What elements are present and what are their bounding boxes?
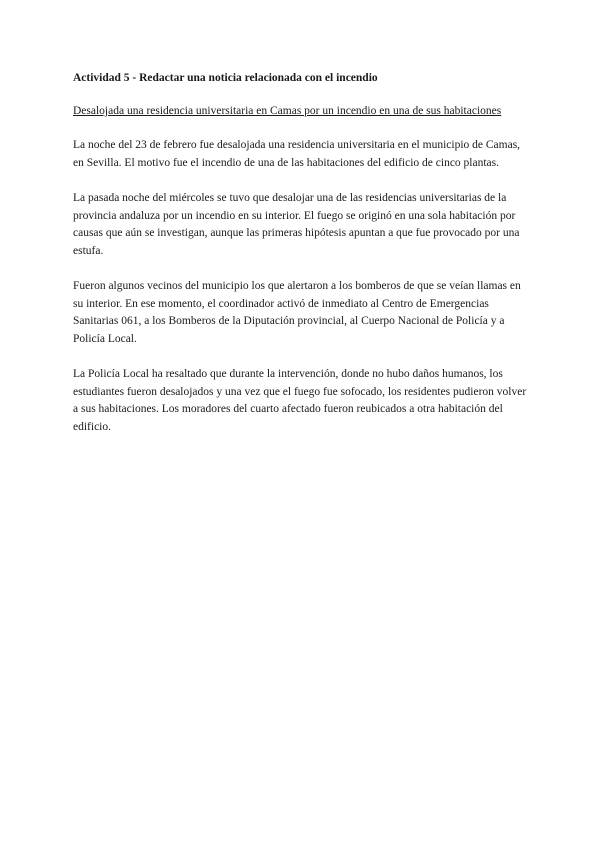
document-title: Actividad 5 - Redactar una noticia relacionada con el incendio (73, 72, 378, 84)
news-headline: Desalojada una residencia universitaria en Camas por un incendio en una de sus habitaciones (73, 105, 502, 117)
news-paragraph-1: La noche del 23 de febrero fue desalojada una residencia universitaria en el municipio de Camas, en Sevilla. El motivo fue el incendio de una de las habitaciones del edificio de cinco plantas. (73, 139, 521, 169)
news-paragraph-3: Fueron algunos vecinos del municipio los que alertaron a los bomberos de que se veían llamas en su interior. En ese momento, el coordinador activó de inmediato al Centro de Emergencias Sanitarias 061, a los Bomberos de la Diputación provincial, al Cuerpo Nacional de Policía y a Policía Local. (73, 280, 521, 345)
news-paragraph-2: La pasada noche del miércoles se tuvo que desalojar una de las residencias universitarias de la provincia andaluza por un incendio en su interior. El fuego se originó en una sola habitación por causas que aún se investigan, aunque las primeras hipótesis apuntan a que fue provocado por una estufa. (73, 192, 520, 257)
document-page (73, 70, 528, 454)
news-paragraph-4: La Policía Local ha resaltado que durante la intervención, donde no hubo daños humanos, los estudiantes fueron desalojados y una vez que el fuego fue sofocado, los residentes pudieron volver a sus habitaciones. Los moradores del cuarto afectado fueron reubicados a otra habitación del edificio. (73, 368, 527, 433)
